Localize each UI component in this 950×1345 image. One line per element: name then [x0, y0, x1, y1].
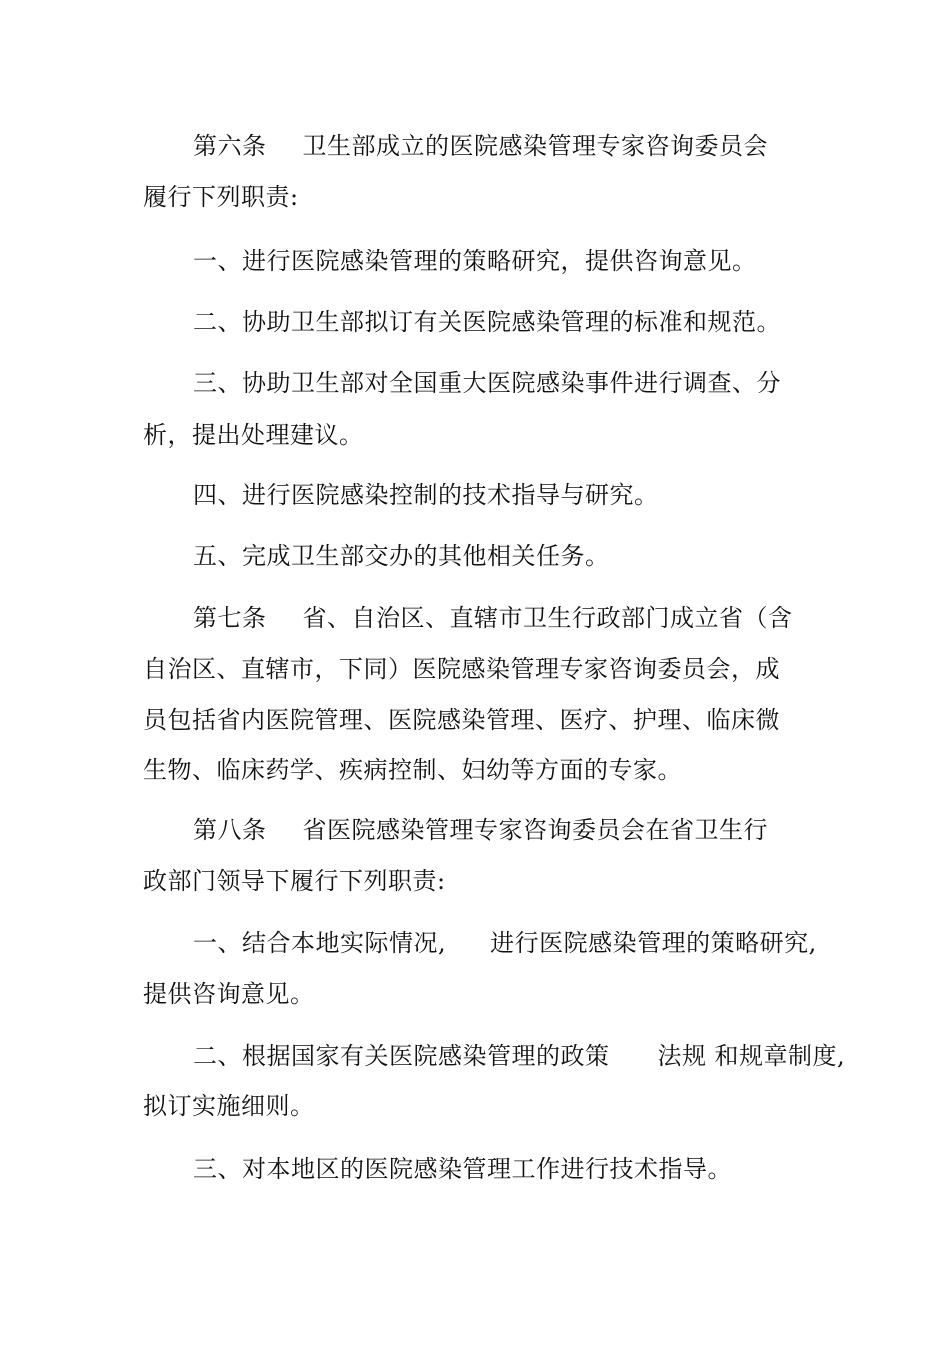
- article-8-item-2-part-b: 法规: [657, 1042, 707, 1070]
- article-8-item-2: [193, 1041, 845, 1071]
- article-6-item-1: 一、进行医院感染管理的策略研究，提供咨询意见。: [193, 247, 757, 275]
- article-6-item-5: 五、完成卫生部交办的其他相关任务。: [193, 542, 610, 570]
- article-8-item-2-part-c: 和规章制度,: [714, 1042, 846, 1070]
- article-8-text: 省医院感染管理专家咨询委员会在省卫生行: [302, 816, 768, 844]
- article-8-item-1-continuation: 提供咨询意见。: [143, 980, 315, 1008]
- article-6-item-4: 四、进行医院感染控制的技术指导与研究。: [193, 481, 659, 509]
- article-6-item-3: 三、协助卫生部对全国重大医院感染事件进行调查、分: [193, 369, 781, 397]
- article-8-heading: [193, 815, 768, 845]
- article-8-item-2-continuation: 拟订实施细则。: [143, 1092, 315, 1120]
- article-8-continuation: 政部门领导下履行下列职责:: [143, 867, 446, 895]
- article-8-item-1: [193, 928, 817, 958]
- article-7-heading: [193, 603, 793, 633]
- article-8-item-1-part-b: 进行医院感染管理的策略研究,: [490, 929, 817, 957]
- article-7-label: 第七条: [193, 604, 267, 632]
- article-8-item-2-part-a: 二、根据国家有关医院感染管理的政策: [193, 1042, 610, 1070]
- article-7-text: 省、自治区、直辖市卫生行政部门成立省（含: [302, 604, 793, 632]
- article-6-text: 卫生部成立的医院感染管理专家咨询委员会: [302, 132, 768, 160]
- article-7-line-3: 员包括省内医院管理、医院感染管理、医疗、护理、临床微: [143, 706, 780, 734]
- article-8-item-1-part-a: 一、结合本地实际情况,: [193, 929, 447, 957]
- article-6-label: 第六条: [193, 132, 267, 160]
- article-7-line-2: 自治区、直辖市，下同）医院感染管理专家咨询委员会，成: [143, 655, 780, 683]
- article-6-item-3-continuation: 析，提出处理建议。: [143, 421, 364, 449]
- article-7-line-4: 生物、临床药学、疾病控制、妇幼等方面的专家。: [143, 756, 682, 784]
- article-6-item-2: 二、协助卫生部拟订有关医院感染管理的标准和规范。: [193, 308, 781, 336]
- article-6-heading: [193, 131, 768, 161]
- article-6-continuation: 履行下列职责:: [143, 183, 299, 211]
- article-8-item-3: 三、对本地区的医院感染管理工作进行技术指导。: [193, 1155, 732, 1183]
- article-8-label: 第八条: [193, 816, 267, 844]
